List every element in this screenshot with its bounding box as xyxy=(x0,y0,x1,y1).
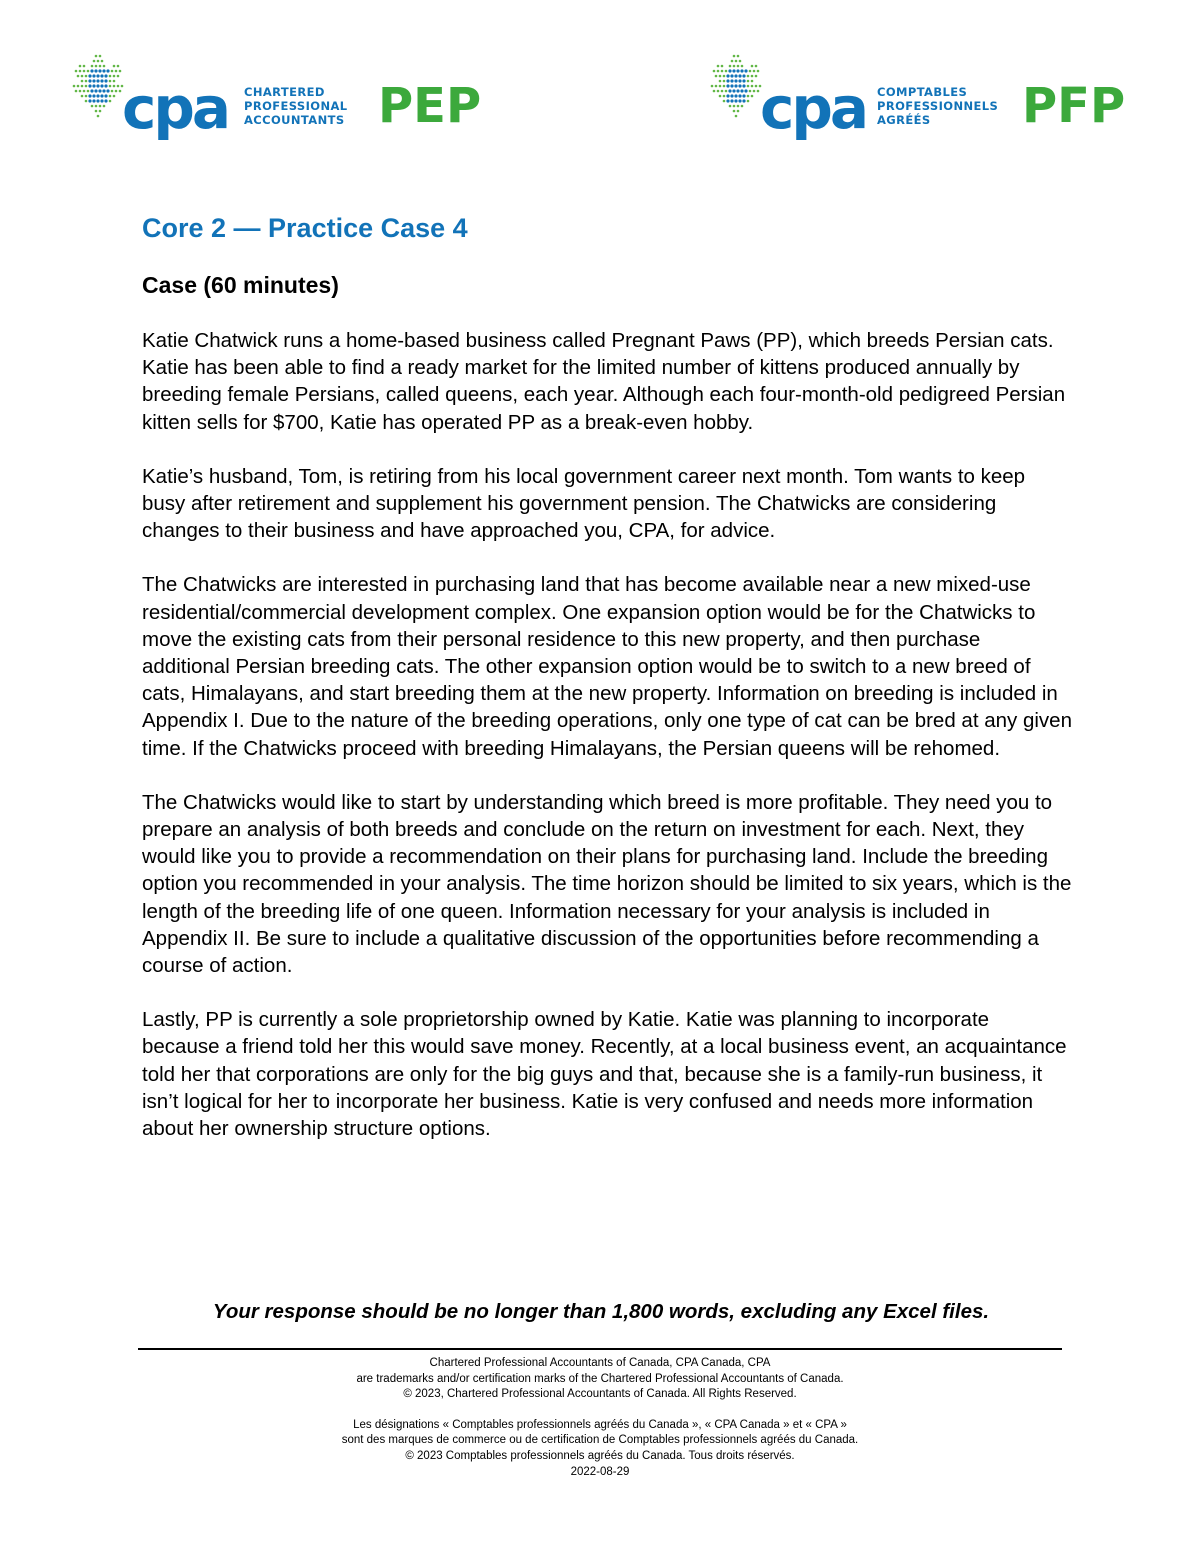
leaf-dot xyxy=(115,70,118,73)
leaf-dot xyxy=(719,95,722,98)
leaf-dot xyxy=(747,100,750,103)
leaf-dot xyxy=(96,84,99,87)
leaf-dot xyxy=(91,65,94,68)
footer-line: are trademarks and/or certification marks of the Chartered Professional Accountants of Canada. xyxy=(356,1372,844,1385)
leaf-dot xyxy=(83,70,86,73)
leaf-dot xyxy=(733,65,736,68)
footer-line: © 2023 Comptables professionnels agréés du Canada. Tous droits réservés. xyxy=(405,1449,795,1462)
leaf-dot xyxy=(728,89,731,92)
cpa-english-logo xyxy=(72,52,492,142)
leaf-dot xyxy=(717,70,720,73)
logo-descriptor-line: COMPTABLES xyxy=(877,85,968,99)
leaf-dot xyxy=(85,85,88,88)
leaf-dot xyxy=(730,84,733,87)
maple-leaf-dots-icon xyxy=(710,52,764,122)
leaf-dot xyxy=(738,79,741,82)
footer-line: Les désignations « Comptables professionnels agréés du Canada », « CPA Canada » et « CPA » xyxy=(353,1418,847,1431)
leaf-dot xyxy=(95,110,98,113)
leaf-dot xyxy=(732,89,735,92)
leaf-dot xyxy=(88,74,91,77)
leaf-dot xyxy=(95,55,98,58)
leaf-dot xyxy=(719,75,722,78)
leaf-dot xyxy=(738,84,741,87)
leaf-dot xyxy=(741,65,744,68)
leaf-dot xyxy=(738,74,741,77)
leaf-dot xyxy=(87,70,90,73)
leaf-dot xyxy=(93,60,96,63)
leaf-dot xyxy=(111,70,114,73)
leaf-dot xyxy=(100,79,103,82)
leaf-dot xyxy=(87,90,90,93)
leaf-dot xyxy=(104,79,107,82)
logo-descriptor-line: PROFESSIONAL xyxy=(244,99,348,113)
leaf-dot xyxy=(102,89,105,92)
logo-descriptor-line: AGRÉÉS xyxy=(877,113,931,127)
leaf-dot xyxy=(715,75,718,78)
footer-date: 2022-08-29 xyxy=(570,1465,630,1478)
leaf-dot xyxy=(81,80,84,83)
leaf-dot xyxy=(85,75,88,78)
leaf-dot xyxy=(113,80,116,83)
leaf-dot xyxy=(747,75,750,78)
leaf-dot xyxy=(117,65,120,68)
leaf-dot xyxy=(92,99,95,102)
leaf-dot xyxy=(96,74,99,77)
leaf-dot xyxy=(92,94,95,97)
footer-line: Chartered Professional Accountants of Canada, CPA Canada, CPA xyxy=(429,1357,771,1369)
leaf-dot xyxy=(104,94,107,97)
leaf-dot xyxy=(100,94,103,97)
leaf-dot xyxy=(99,55,102,58)
leaf-dot xyxy=(719,80,722,83)
cpa-wordmark: cpa xyxy=(122,74,229,142)
leaf-dot xyxy=(77,85,80,88)
leaf-dot xyxy=(742,79,745,82)
leaf-dot xyxy=(106,69,109,72)
leaf-dot xyxy=(102,69,105,72)
leaf-dot xyxy=(75,90,78,93)
leaf-dot xyxy=(737,65,740,68)
leaf-dot xyxy=(726,84,729,87)
leaf-dot xyxy=(91,105,94,108)
leaf-dot xyxy=(713,70,716,73)
leaf-dot xyxy=(757,70,760,73)
leaf-dot xyxy=(744,69,747,72)
leaf-dot xyxy=(733,55,736,58)
leaf-dot xyxy=(734,79,737,82)
leaf-dot xyxy=(717,65,720,68)
leaf-dot xyxy=(83,90,86,93)
leaf-dot xyxy=(99,110,102,113)
case-body xyxy=(142,327,1072,1169)
leaf-dot xyxy=(83,65,86,68)
leaf-dot xyxy=(728,69,731,72)
leaf-dot xyxy=(81,95,84,98)
leaf-dot xyxy=(729,65,732,68)
leaf-dot xyxy=(733,105,736,108)
leaf-dot xyxy=(726,99,729,102)
leaf-dot xyxy=(751,75,754,78)
leaf-dot xyxy=(88,99,91,102)
leaf-dot xyxy=(751,95,754,98)
leaf-dot xyxy=(98,69,101,72)
logo-descriptor xyxy=(244,85,348,127)
leaf-dot xyxy=(749,70,752,73)
leaf-dot xyxy=(737,110,740,113)
cpa-french-logo xyxy=(710,52,1130,142)
leaf-dot xyxy=(96,94,99,97)
leaf-dot xyxy=(119,90,122,93)
leaf-dot xyxy=(94,89,97,92)
leaf-dot xyxy=(117,75,120,78)
leaf-dot xyxy=(726,74,729,77)
leaf-dot xyxy=(738,94,741,97)
leaf-dot xyxy=(109,85,112,88)
leaf-dot xyxy=(85,100,88,103)
leaf-dot xyxy=(81,85,84,88)
leaf-dot xyxy=(734,99,737,102)
case-paragraph: Lastly, PP is currently a sole proprietorship owned by Katie. Katie was planning to incorporate because a friend told her this would save money. Recently, at a local business event, an acquaintance told her that corporations are only for the big guys and that, because she is a family-run business, it isn’t logical for her to incorporate her business. Katie is very confused and needs more information about her ownership structure options. xyxy=(142,1008,1067,1141)
case-paragraph: Katie’s husband, Tom, is retiring from his local government career next month. Tom wants to keep busy after retirement and supplement his government pension. The Chatwicks are considering changes to their business and have approached you, CPA, for advice. xyxy=(142,464,1026,543)
leaf-dot xyxy=(753,90,756,93)
leaf-dot xyxy=(723,80,726,83)
leaf-dot xyxy=(109,95,112,98)
leaf-dot xyxy=(744,89,747,92)
leaf-dot xyxy=(739,60,742,63)
leaf-dot xyxy=(734,84,737,87)
cpa-wordmark: cpa xyxy=(760,74,867,142)
case-paragraph: The Chatwicks are interested in purchasing land that has become available near a new mixed-use residential/commercial development complex. One expansion option would be for the Chatwicks to move the existing cats from their personal residence to this new property, and then purchase additional Persian breeding cats. The other expansion option would be to switch to a new breed of cats, Himalayans, and start breeding them at the new property. Information on breeding is included in Appendix I. Due to the nature of the breeding operations, only one type of cat can be bred at any given time. If the Chatwicks proceed with breeding Himalayans, the Persian queens will be rehomed. xyxy=(142,573,1072,760)
leaf-dot xyxy=(749,90,752,93)
leaf-dot xyxy=(103,105,106,108)
leaf-dot xyxy=(723,95,726,98)
leaf-dot xyxy=(104,84,107,87)
leaf-dot xyxy=(113,75,116,78)
leaf-dot xyxy=(729,105,732,108)
leaf-dot xyxy=(723,85,726,88)
leaf-dot xyxy=(738,99,741,102)
case-paragraph: The Chatwicks would like to start by understanding which breed is more profitable. They need you to prepare an analysis of both breeds and conclude on the return on investment for each. Next, they would like you to provide a recommendation on their plans for purchasing land. Include the breeding option you recommended in your analysis. The time horizon should be limited to six years, which is the length of the breeding life of one queen. Information necessary for your analysis is included in Appendix II. Be sure to include a qualitative discussion of the opportunities before recommending a course of action. xyxy=(142,790,1072,978)
leaf-dot xyxy=(713,90,716,93)
leaf-dot xyxy=(721,65,724,68)
leaf-dot xyxy=(721,90,724,93)
leaf-dot xyxy=(751,85,754,88)
leaf-dot xyxy=(721,70,724,73)
leaf-dot xyxy=(730,74,733,77)
leaf-dot xyxy=(117,85,120,88)
leaf-dot xyxy=(79,65,82,68)
case-paragraph: Katie Chatwick runs a home-based business called Pregnant Paws (PP), which breeds Persian cats. Katie has been able to find a ready market for the limited number of kittens produced annually by breeding female Persians, called queens, each year. Although each four-month-old pedigreed Persian kitten sells for $700, Katie has operated PP as a break-even hobby. xyxy=(142,329,1066,434)
leaf-dot xyxy=(734,94,737,97)
word-limit-instruction: Your response should be no longer than 1,800 words, excluding any Excel files. xyxy=(212,1300,990,1323)
leaf-dot xyxy=(726,94,729,97)
leaf-dot xyxy=(742,84,745,87)
footer-divider xyxy=(138,1348,1062,1350)
leaf-dot xyxy=(73,85,76,88)
leaf-dot xyxy=(730,94,733,97)
leaf-dot xyxy=(103,65,106,68)
footer-line: © 2023, Chartered Professional Accountants of Canada. All Rights Reserved. xyxy=(403,1388,797,1401)
logo-descriptor-line: ACCOUNTANTS xyxy=(244,113,345,127)
leaf-dot xyxy=(747,85,750,88)
leaf-dot xyxy=(731,60,734,63)
leaf-dot xyxy=(741,105,744,108)
leaf-dot xyxy=(755,75,758,78)
leaf-dot xyxy=(715,85,718,88)
leaf-dot xyxy=(109,75,112,78)
leaf-dot xyxy=(106,89,109,92)
leaf-dot xyxy=(757,90,760,93)
leaf-dot xyxy=(75,70,78,73)
leaf-dot xyxy=(104,74,107,77)
leaf-dot xyxy=(719,85,722,88)
maple-leaf-dots-icon xyxy=(72,52,126,122)
leaf-dot xyxy=(95,105,98,108)
leaf-dot xyxy=(85,95,88,98)
leaf-dot xyxy=(79,70,82,73)
leaf-dot xyxy=(751,80,754,83)
leaf-dot xyxy=(85,80,88,83)
leaf-dot xyxy=(733,110,736,113)
leaf-dot xyxy=(747,80,750,83)
leaf-dot xyxy=(723,100,726,103)
leaf-dot xyxy=(747,95,750,98)
leaf-dot xyxy=(736,69,739,72)
leaf-dot xyxy=(99,105,102,108)
leaf-dot xyxy=(81,75,84,78)
leaf-dot xyxy=(90,69,93,72)
leaf-dot xyxy=(99,65,102,68)
leaf-dot xyxy=(751,65,754,68)
leaf-dot xyxy=(97,115,100,118)
leaf-dot xyxy=(732,69,735,72)
leaf-dot xyxy=(90,89,93,92)
leaf-dot xyxy=(730,99,733,102)
leaf-dot xyxy=(734,74,737,77)
case-subtitle: Case (60 minutes) xyxy=(142,272,339,298)
leaf-dot xyxy=(113,85,116,88)
logo-descriptor-line: PROFESSIONNELS xyxy=(877,99,999,113)
program-label-pfp: PFP xyxy=(1022,78,1126,134)
leaf-dot xyxy=(94,69,97,72)
leaf-dot xyxy=(113,65,116,68)
leaf-dot xyxy=(95,65,98,68)
leaf-dot xyxy=(100,74,103,77)
program-label-pep: PEP xyxy=(378,78,482,134)
leaf-dot xyxy=(101,60,104,63)
leaf-dot xyxy=(717,90,720,93)
leaf-dot xyxy=(96,99,99,102)
footer-spacer xyxy=(138,1403,1062,1418)
leaf-dot xyxy=(725,90,728,93)
leaf-dot xyxy=(113,95,116,98)
leaf-dot xyxy=(726,79,729,82)
leaf-dot xyxy=(711,85,714,88)
leaf-dot xyxy=(725,70,728,73)
leaf-dot xyxy=(79,90,82,93)
leaf-dot xyxy=(737,105,740,108)
leaf-dot xyxy=(98,89,101,92)
logo-descriptor xyxy=(877,85,998,127)
leaf-dot xyxy=(736,89,739,92)
leaf-dot xyxy=(723,75,726,78)
leaf-dot xyxy=(742,94,745,97)
leaf-dot xyxy=(115,90,118,93)
leaf-dot xyxy=(111,90,114,93)
footer-line: sont des marques de commerce ou de certification de Comptables professionnels agréés du Canada. xyxy=(341,1434,859,1447)
copyright-footer xyxy=(138,1356,1062,1480)
leaf-dot xyxy=(92,79,95,82)
leaf-dot xyxy=(88,84,91,87)
leaf-dot xyxy=(742,74,745,77)
leaf-dot xyxy=(730,79,733,82)
leaf-dot xyxy=(77,75,80,78)
leaf-dot xyxy=(755,85,758,88)
leaf-dot xyxy=(92,84,95,87)
leaf-dot xyxy=(740,69,743,72)
leaf-dot xyxy=(740,89,743,92)
leaf-dot xyxy=(735,115,738,118)
leaf-dot xyxy=(109,80,112,83)
leaf-dot xyxy=(88,79,91,82)
leaf-dot xyxy=(753,70,756,73)
leaf-dot xyxy=(755,65,758,68)
logo-descriptor-line: CHARTERED xyxy=(244,85,325,99)
leaf-dot xyxy=(100,99,103,102)
leaf-dot xyxy=(737,55,740,58)
leaf-dot xyxy=(92,74,95,77)
leaf-dot xyxy=(742,99,745,102)
page-title: Core 2 — Practice Case 4 xyxy=(142,213,468,243)
leaf-dot xyxy=(109,100,112,103)
leaf-dot xyxy=(104,99,107,102)
leaf-dot xyxy=(735,60,738,63)
leaf-dot xyxy=(119,70,122,73)
leaf-dot xyxy=(97,60,100,63)
leaf-dot xyxy=(88,94,91,97)
leaf-dot xyxy=(96,79,99,82)
leaf-dot xyxy=(100,84,103,87)
